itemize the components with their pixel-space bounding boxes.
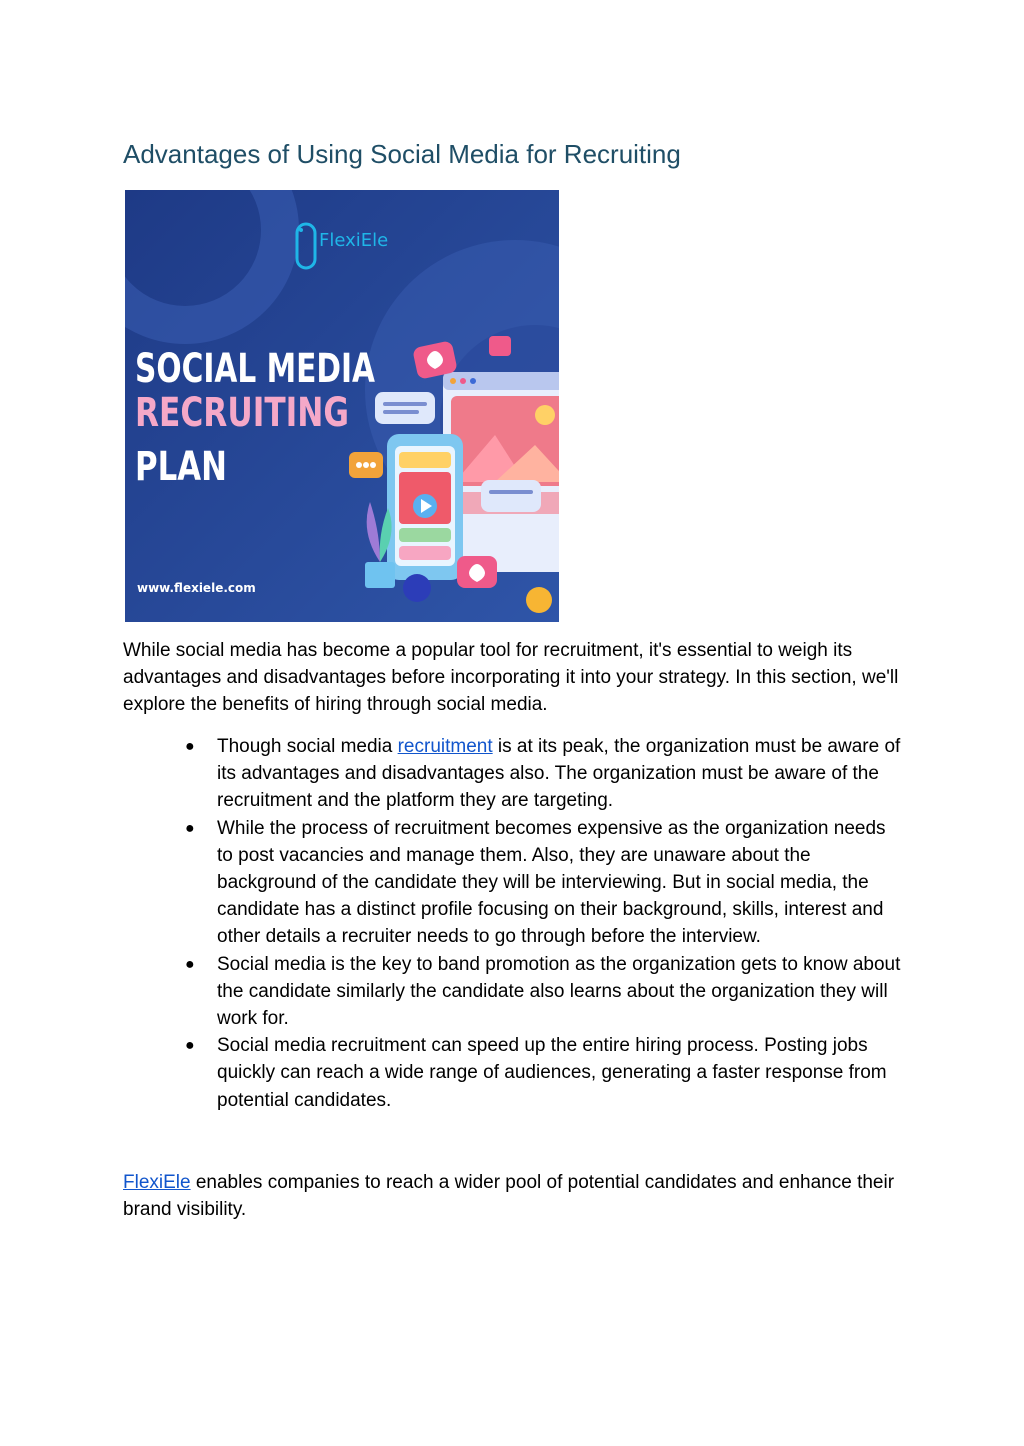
banner-line-1: SOCIAL MEDIA <box>135 346 376 392</box>
list-item <box>123 1032 903 1114</box>
list-item <box>123 733 903 815</box>
closing-paragraph <box>123 1169 903 1223</box>
list-item <box>123 951 903 1033</box>
decor-ball <box>526 587 552 613</box>
advantages-list <box>123 733 903 1114</box>
bullet-icon: ● <box>185 819 195 837</box>
logo-text: FlexiEle <box>319 230 389 251</box>
banner-line-2: RECRUITING <box>135 390 349 436</box>
recruitment-link[interactable]: recruitment <box>397 736 493 757</box>
decor-ball <box>403 574 431 602</box>
list-item-text: Social media recruitment can speed up the entire hiring process. Posting jobs quickly can reach a wide range of audiences, generating a faster response from potential candidates. <box>217 1035 887 1111</box>
bullet-icon: ● <box>185 1037 195 1055</box>
list-item-text: is at its peak, the organization must be aware of its advantages and disadvantages also. The organization must be aware of the recruitment and the platform they are targeting. <box>217 736 901 812</box>
bullet-icon: ● <box>185 738 195 755</box>
list-item-text: Though social media <box>217 736 398 757</box>
closing-text: enables companies to reach a wider pool of potential candidates and enhance their brand visibility. <box>123 1172 895 1221</box>
banner-url: www.flexiele.com <box>137 581 256 595</box>
list-item <box>123 815 903 951</box>
list-item-text: Social media is the key to band promotion as the organization gets to know about the candidate similarly the candidate also learns about the organization they will work for. <box>217 953 901 1030</box>
banner-line-3: PLAN <box>135 444 227 490</box>
flexiele-link[interactable]: FlexiEle <box>123 1172 191 1193</box>
bullet-icon: ● <box>185 955 195 973</box>
banner-image <box>125 190 559 622</box>
intro-paragraph: While social media has become a popular tool for recruitment, it's essential to weigh its advantages and disadvantages before incorporating it into your strategy. In this section, we'll explore the benefits of hiring through social media. <box>123 640 899 716</box>
page-title: Advantages of Using Social Media for Recruiting <box>123 139 681 169</box>
list-item-text: While the process of recruitment becomes expensive as the organization needs to post vacancies and manage them. Also, they are unaware about the background of the candidate they will be interviewing. But in social media, the candidate has a distinct profile focusing on their background, skills, interest and other details a recruiter needs to go through before the interview. <box>217 817 886 948</box>
phone-illustration <box>387 434 463 580</box>
